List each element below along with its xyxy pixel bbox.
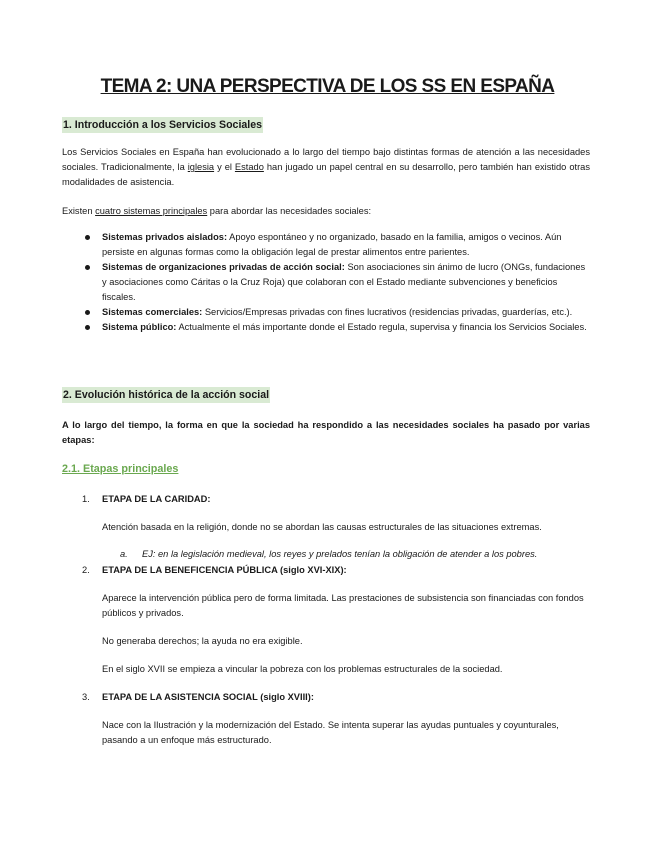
bullet-icon [85, 265, 90, 270]
bullet-icon [85, 325, 90, 330]
cuatro-sistemas-term: cuatro sistemas principales [95, 206, 208, 216]
bullet-icon [85, 310, 90, 315]
list-item: Sistemas de organizaciones privadas de acción social: Son asociaciones sin ánimo de lucro (ONGs, fundaciones y asociaciones como Cáritas o la Cruz Roja) que colaboran con el Estado mediante subvenciones y beneficios fiscales. [62, 260, 592, 305]
stage-1-number: 1. [82, 494, 90, 504]
section-2-intro: A lo largo del tiempo, la forma en que la sociedad ha respondido a las necesidades sociales ha pasado por varias etapas: [62, 420, 590, 445]
stage-2-number: 2. [82, 565, 90, 575]
stage-2-text-3: En el siglo XVII se empieza a vincular la pobreza con los problemas estructurales de la sociedad. [102, 664, 503, 674]
stage-2-text-1: Aparece la intervención pública pero de forma limitada. Las prestaciones de subsistencia son financiadas con fondos públicos y privados. [102, 593, 584, 618]
estado-term: Estado [234, 162, 264, 172]
iglesia-term: iglesia [187, 162, 215, 172]
stage-1-example: EJ: en la legislación medieval, los reyes y prelados tenían la obligación de atender a los pobres. [142, 549, 538, 559]
stage-1-sub-letter: a. [120, 549, 128, 559]
subsection-heading: 2.1. Etapas principales [62, 463, 179, 475]
systems-list [62, 230, 592, 335]
page-title: TEMA 2: UNA PERSPECTIVA DE LOS SS EN ESPAÑA [100, 76, 555, 97]
list-item: Sistema público: Actualmente el más importante donde el Estado regula, supervisa y financia los Servicios Sociales. [62, 320, 592, 335]
stage-3-number: 3. [82, 692, 90, 702]
bullet-icon [85, 235, 90, 240]
systems-intro: Existen cuatro sistemas principales para abordar las necesidades sociales: [62, 206, 372, 216]
section-2-heading: 2. Evolución histórica de la acción social [63, 389, 270, 401]
section-1-heading: 1. Introducción a los Servicios Sociales [63, 119, 263, 131]
stage-1-title: ETAPA DE LA CARIDAD: [102, 494, 211, 504]
stage-1-text: Atención basada en la religión, donde no se abordan las causas estructurales de las situaciones extremas. [102, 522, 542, 532]
stage-3-title: ETAPA DE LA ASISTENCIA SOCIAL (siglo XVIII): [102, 692, 314, 702]
stage-2-text-2: No generaba derechos; la ayuda no era exigible. [102, 636, 303, 646]
stage-3-text: Nace con la Ilustración y la modernización del Estado. Se intenta superar las ayudas puntuales y coyunturales, pasando a un enfoque más estructurado. [102, 720, 559, 745]
section-1-intro: Los Servicios Sociales en España han evolucionado a lo largo del tiempo bajo distintas formas de atención a las necesidades sociales. Tradicionalmente, la iglesia y el Estado han jugado un papel central en su desarrollo, pero también han existido otras modalidades de asistencia. [62, 147, 590, 187]
list-item: Sistemas comerciales: Servicios/Empresas privadas con fines lucrativos (residencias privadas, guarderías, etc.). [62, 305, 592, 320]
list-item: Sistemas privados aislados: Apoyo espontáneo y no organizado, basado en la familia, amigos o vecinos. Aún persiste en algunas formas como la obligación legal de prestar alimentos entre parientes. [62, 230, 592, 260]
stage-2-title: ETAPA DE LA BENEFICENCIA PÚBLICA (siglo XVI-XIX): [102, 565, 347, 575]
